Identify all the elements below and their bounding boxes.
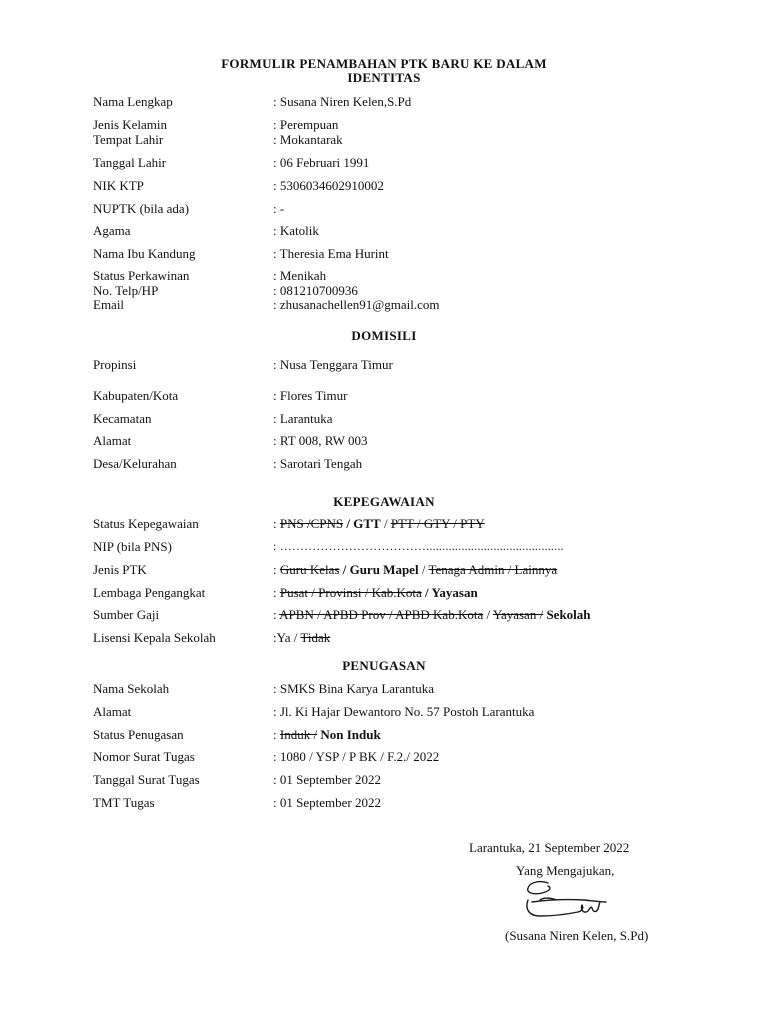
row-jenis-kelamin (93, 117, 713, 133)
option-struck: Tenaga Admin / Lainnya (428, 562, 558, 577)
row-propinsi (93, 357, 713, 373)
field-label: Agama (93, 223, 131, 238)
field-label: Nomor Surat Tugas (93, 749, 195, 764)
row-jenis-ptk (93, 562, 713, 578)
field-label: Tanggal Lahir (93, 155, 167, 170)
field-label: Nama Lengkap (93, 94, 173, 109)
signer-role: Yang Mengajukan, (516, 863, 615, 878)
separator: / (339, 562, 350, 577)
field-value: : 06 Februari 1991 (273, 155, 370, 170)
row-kecamatan (93, 411, 713, 427)
field-label: Email (93, 297, 125, 312)
row-nik-ktp (93, 178, 713, 194)
signature-image (522, 878, 622, 922)
field-label: No. Telp/HP (93, 283, 159, 298)
row-kabupaten (93, 388, 713, 404)
row-nama-ibu (93, 246, 713, 262)
field-label: Alamat (93, 433, 132, 448)
row-tmt-tugas (93, 795, 713, 811)
row-nomor-surat-tugas (93, 749, 713, 765)
field-value: : 01 September 2022 (273, 795, 381, 810)
field-value: : 1080 / YSP / P BK / F.2./ 2022 (273, 749, 440, 764)
field-label: Kabupaten/Kota (93, 388, 179, 403)
field-value (273, 630, 330, 645)
row-email (93, 297, 713, 313)
field-value: : Flores Timur (273, 388, 348, 403)
field-value: : Nusa Tenggara Timur (273, 357, 393, 372)
field-value: : Theresia Ema Hurint (273, 246, 389, 261)
field-value: : RT 008, RW 003 (273, 433, 368, 448)
field-label: NIP (bila PNS) (93, 539, 172, 554)
field-value: : Sarotari Tengah (273, 456, 363, 471)
field-value: : 081210700936 (273, 283, 358, 298)
field-value: : 01 September 2022 (273, 772, 381, 787)
option-selected: Yayasan (431, 585, 478, 600)
field-value: : zhusanachellen91@gmail.com (273, 297, 440, 312)
field-label: Sumber Gaji (93, 607, 160, 622)
field-label: Kecamatan (93, 411, 152, 426)
option-struck: Tidak (300, 630, 331, 645)
option-struck: APBN / APBD Prov / APBD Kab.Kota (279, 607, 484, 622)
colon: : (273, 516, 280, 531)
place-date: Larantuka, 21 September 2022 (469, 840, 630, 855)
row-desa (93, 456, 713, 472)
separator: / (483, 607, 493, 622)
row-nama-sekolah (93, 681, 713, 697)
field-label: NIK KTP (93, 178, 144, 193)
option-selected: GTT (353, 516, 381, 531)
field-value: : Mokantarak (273, 132, 343, 147)
option-struck: PNS /CPNS (279, 516, 344, 531)
field-label: Status Perkawinan (93, 268, 190, 283)
section-heading-kepegawaian: KEPEGAWAIAN (333, 494, 435, 509)
signer-name: (Susana Niren Kelen, S.Pd) (505, 928, 649, 943)
field-value: : SMKS Bina Karya Larantuka (273, 681, 435, 696)
row-nuptk (93, 201, 713, 217)
separator: / (421, 585, 432, 600)
field-label: TMT Tugas (93, 795, 155, 810)
field-label: Propinsi (93, 357, 137, 372)
row-lembaga-pengangkat (93, 585, 713, 601)
field-value (273, 562, 557, 577)
field-label: Jenis Kelamin (93, 117, 168, 132)
row-nip (93, 539, 713, 555)
field-label: Lembaga Pengangkat (93, 585, 206, 600)
field-label: Tempat Lahir (93, 132, 164, 147)
field-value: : Perempuan (273, 117, 339, 132)
row-status-perkawinan (93, 268, 713, 284)
row-sumber-gaji (93, 607, 713, 623)
field-label: Jenis PTK (93, 562, 147, 577)
section-heading-penugasan: PENUGASAN (342, 658, 426, 673)
option-struck: Pusat / Provinsi / Kab.Kota (279, 585, 422, 600)
section-heading-domisili: DOMISILI (351, 328, 417, 343)
separator: / (380, 516, 391, 531)
option-struck: PTT / GTY / PTY (390, 516, 485, 531)
field-label: NUPTK (bila ada) (93, 201, 190, 216)
field-label: Status Penugasan (93, 727, 184, 742)
colon: : (273, 727, 280, 742)
row-status-penugasan (93, 727, 713, 743)
option-struck: Yayasan / (492, 607, 544, 622)
field-value: : Jl. Ki Hajar Dewantoro No. 57 Postoh Larantuka (273, 704, 535, 719)
field-value: : 5306034602910002 (273, 178, 384, 193)
option-selected: Non Induk (320, 727, 381, 742)
field-value (273, 727, 381, 742)
colon: : (273, 562, 280, 577)
row-tempat-lahir (93, 132, 713, 148)
field-label: Desa/Kelurahan (93, 456, 177, 471)
row-tanggal-surat-tugas (93, 772, 713, 788)
field-value (273, 607, 591, 622)
separator: / (343, 516, 354, 531)
field-label: Lisensi Kepala Sekolah (93, 630, 216, 645)
row-nama-lengkap (93, 94, 713, 110)
option-selected: Ya (276, 630, 291, 645)
row-tanggal-lahir (93, 155, 713, 171)
separator: / (290, 630, 301, 645)
field-value: : Katolik (273, 223, 319, 238)
field-label: Tanggal Surat Tugas (93, 772, 200, 787)
field-value: : - (273, 201, 285, 216)
field-value (273, 516, 485, 531)
colon: : (273, 607, 280, 622)
field-label: Nama Sekolah (93, 681, 170, 696)
row-status-kepegawaian (93, 516, 713, 532)
row-alamat-sekolah (93, 704, 713, 720)
row-alamat-domisili (93, 433, 713, 449)
field-value: : Menikah (273, 268, 327, 283)
field-value: : Susana Niren Kelen,S.Pd (273, 94, 412, 109)
form-title: FORMULIR PENAMBAHAN PTK BARU KE DALAM (221, 56, 547, 71)
field-label: Status Kepegawaian (93, 516, 199, 531)
option-struck: Induk / (279, 727, 318, 742)
field-value: : ………………………………........................................... (273, 539, 564, 553)
colon: : (273, 585, 280, 600)
option-selected: Guru Mapel (349, 562, 419, 577)
option-selected: Sekolah (546, 607, 591, 622)
row-agama (93, 223, 713, 239)
row-lisensi-kepala-sekolah (93, 630, 713, 646)
field-value (273, 585, 478, 600)
field-label: Nama Ibu Kandung (93, 246, 196, 261)
field-value: : Larantuka (273, 411, 333, 426)
section-heading-identitas: IDENTITAS (347, 70, 421, 85)
option-struck: Guru Kelas (279, 562, 340, 577)
colon: : (273, 630, 277, 645)
separator: / (418, 562, 429, 577)
field-label: Alamat (93, 704, 132, 719)
